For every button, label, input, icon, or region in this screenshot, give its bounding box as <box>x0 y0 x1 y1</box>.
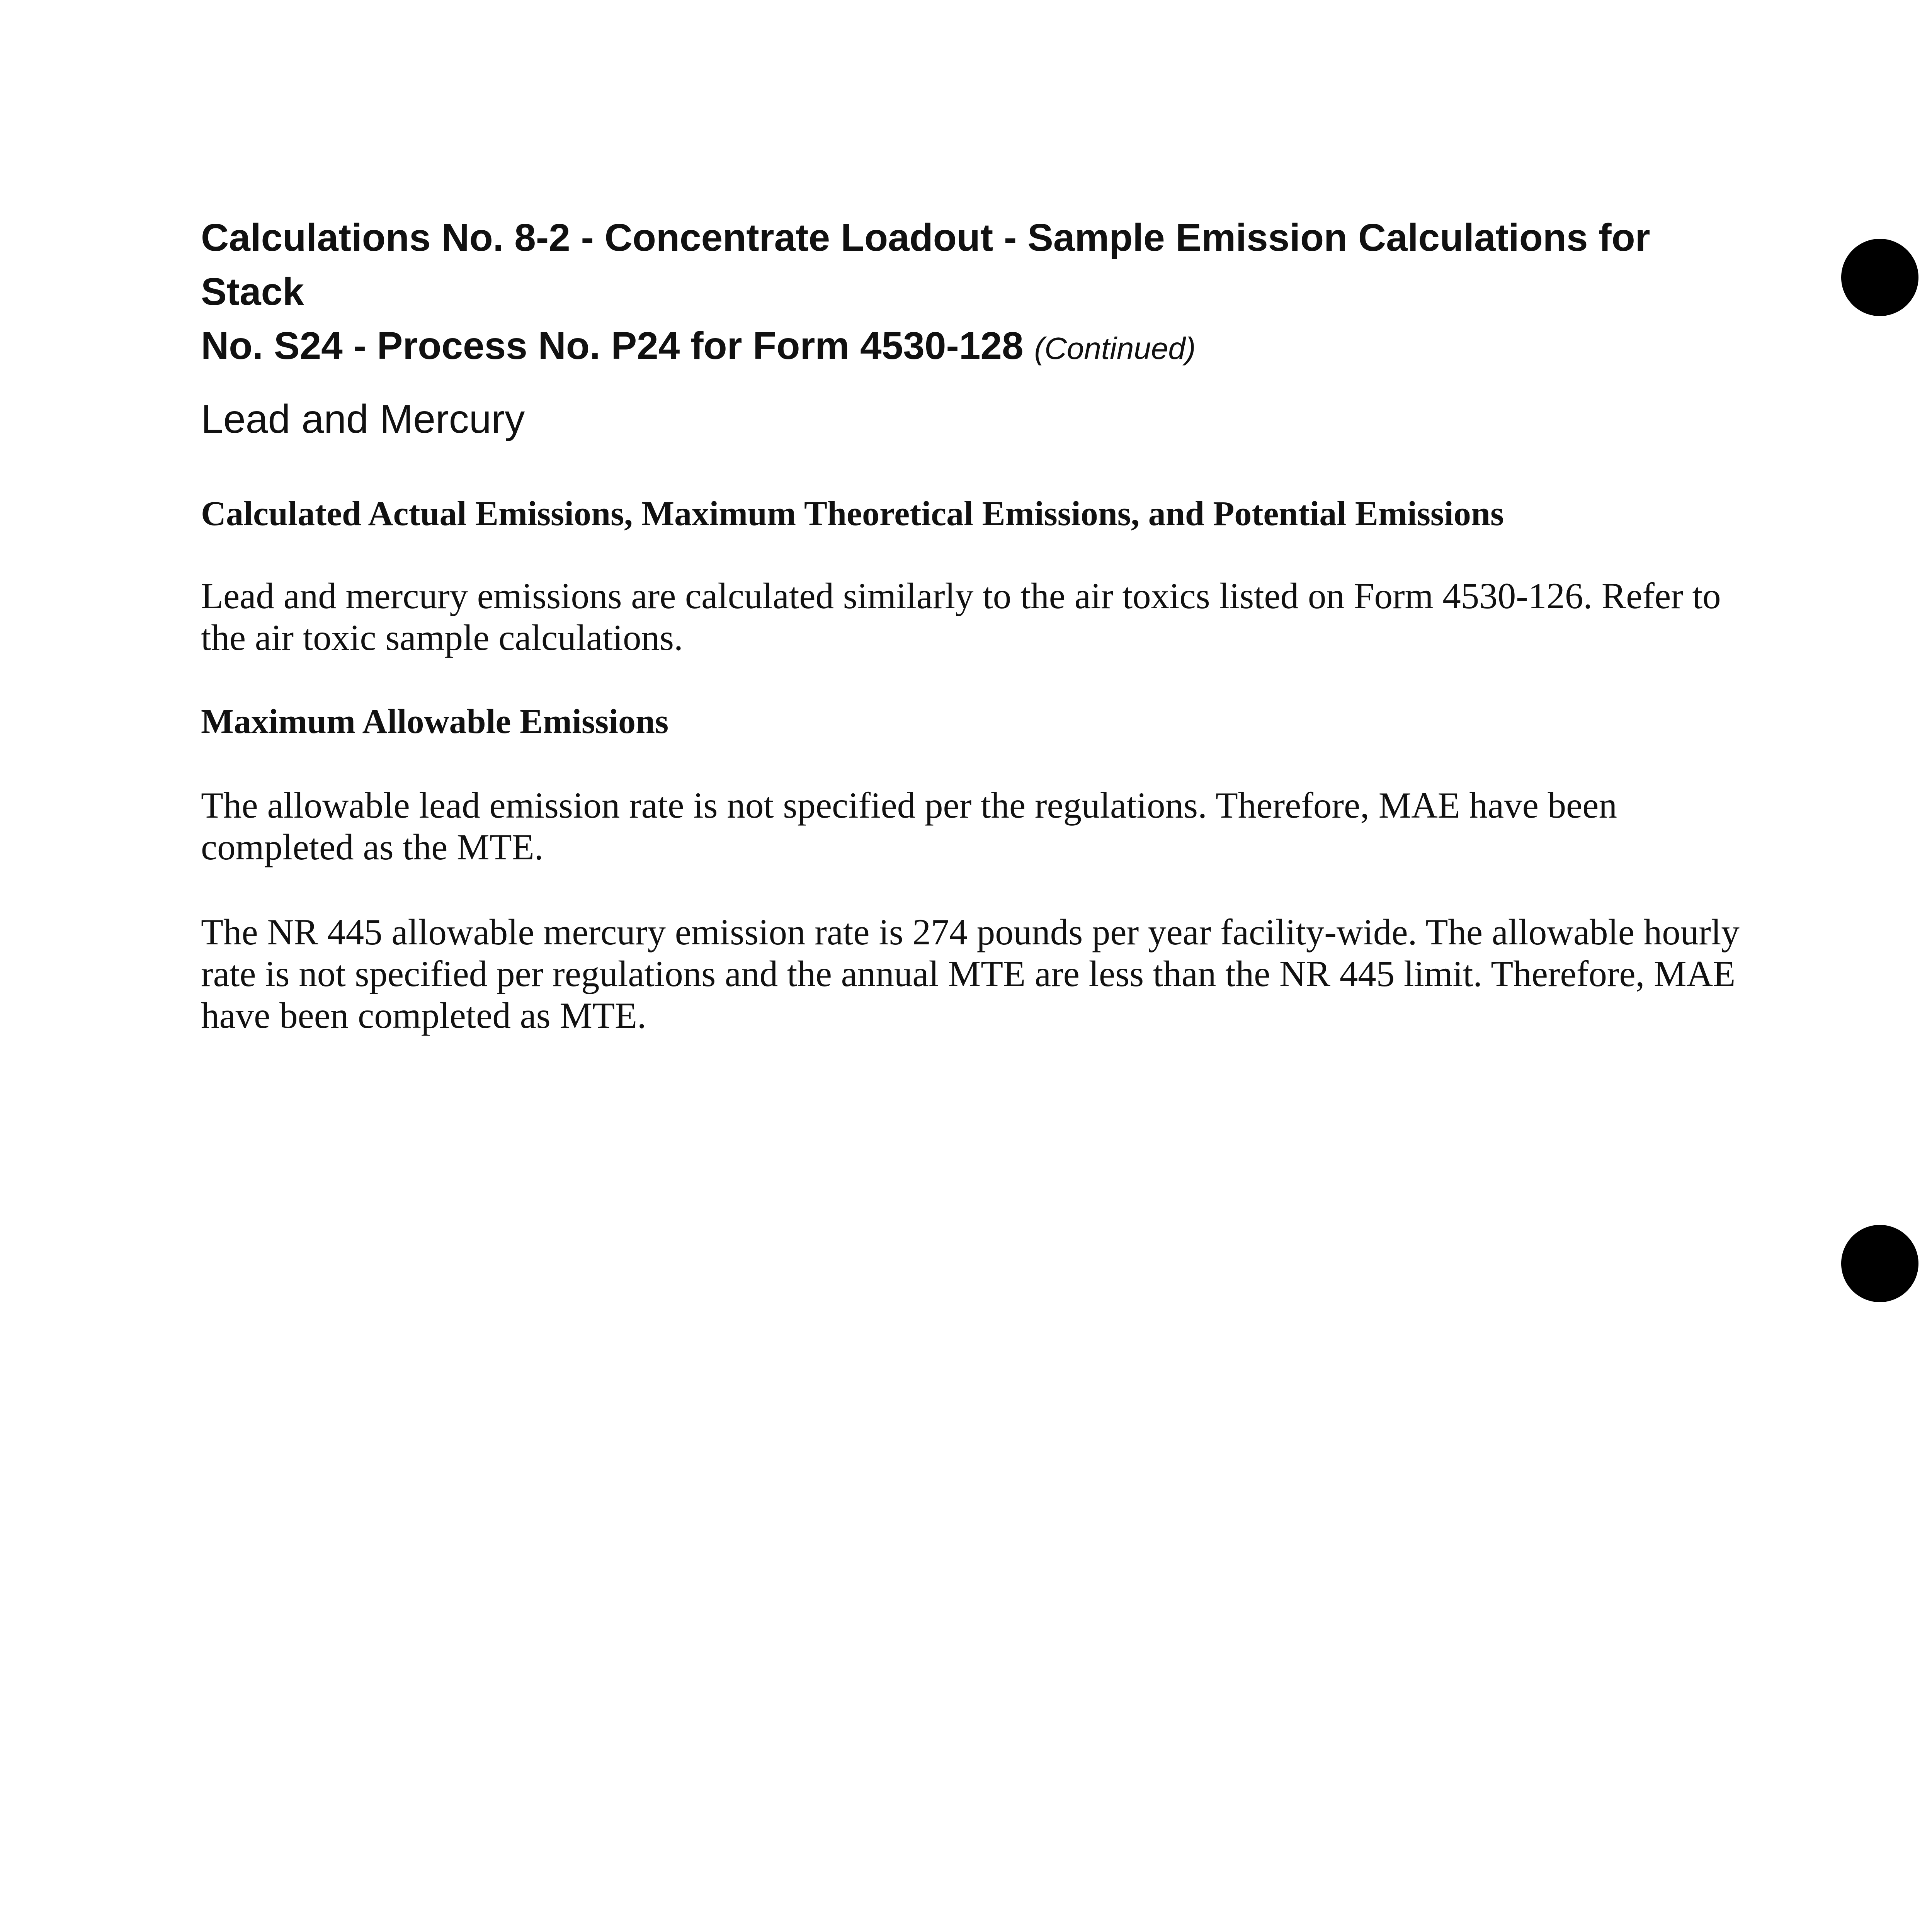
paragraph-lead-allowable: The allowable lead emission rate is not specified per the regulations. Therefore, MAE have been completed as the MTE. <box>201 785 1617 867</box>
paragraph-mercury-allowable: The NR 445 allowable mercury emission rate is 274 pounds per year facility-wide. The allowable hourly rate is not specified per regulations and the annual MTE are less than the NR 445 limit. Therefore, MAE have been completed as MTE. <box>201 912 1740 1036</box>
page-title <box>201 211 1747 376</box>
punch-hole-top <box>1841 239 1918 316</box>
page-title-line-1: Calculations No. 8-2 - Concentrate Loadout - Sample Emission Calculations for Stack <box>201 216 1650 313</box>
subsection-heading-max-allowable: Maximum Allowable Emissions <box>201 702 669 741</box>
page-title-line-2: No. S24 - Process No. P24 for Form 4530-128 <box>201 324 1024 367</box>
paragraph-lead-mercury-method: Lead and mercury emissions are calculated similarly to the air toxics listed on Form 4530-126. Refer to the air toxic sample calculations. <box>201 575 1721 658</box>
continued-label: (Continued) <box>1034 331 1196 366</box>
subsection-heading-emissions: Calculated Actual Emissions, Maximum Theoretical Emissions, and Potential Emissions <box>201 495 1504 533</box>
punch-hole-middle <box>1841 1225 1918 1302</box>
section-heading: Lead and Mercury <box>201 397 525 442</box>
